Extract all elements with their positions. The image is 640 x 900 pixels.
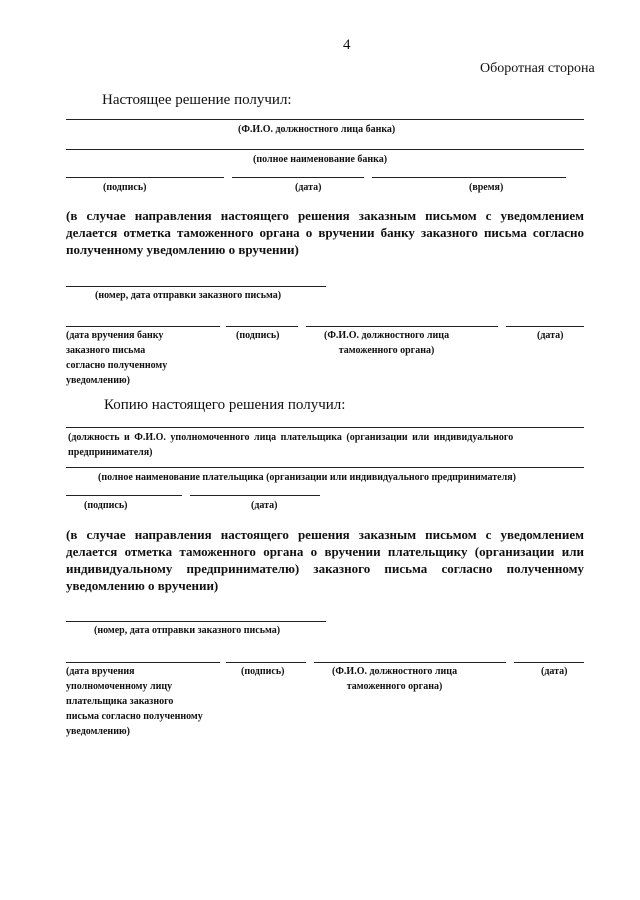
bank-name-caption: (полное наименование банка)	[253, 154, 388, 165]
receipt-date2-caption: (дата вручения уполномоченному лицу плательщика заказного письма согласно полученному уведомлению)	[66, 666, 203, 737]
bank-name-line	[66, 149, 584, 150]
payer-name-line	[66, 467, 584, 468]
date2-line	[506, 326, 584, 327]
mail-line	[66, 286, 326, 287]
date3-line	[190, 495, 320, 496]
customs-official-line	[306, 326, 498, 327]
signature4-line	[226, 662, 306, 663]
mail-caption: (номер, дата отправки заказного письма)	[95, 290, 282, 301]
page-side-label: Оборотная сторона	[480, 61, 595, 76]
receipt-date-line	[66, 326, 220, 327]
date4-line	[514, 662, 584, 663]
signature4-caption: (подпись)	[241, 666, 285, 677]
signature-caption: (подпись)	[103, 182, 147, 193]
signature3-line	[66, 495, 182, 496]
time-caption: (время)	[469, 182, 504, 193]
signature3-caption: (подпись)	[84, 500, 128, 511]
mail2-line	[66, 621, 326, 622]
page-number: 4	[343, 37, 351, 53]
section1-note: (в случае направления настоящего решения заказным письмом с уведомлением делается отметка таможенного органа о вручении банку заказного письма согласно полученному уведомлению о вручении)	[66, 208, 584, 257]
receipt-date2-line	[66, 662, 220, 663]
official-name-caption: (Ф.И.О. должностного лица банка)	[238, 124, 396, 135]
representative-caption: (должность и Ф.И.О. уполномоченного лица плательщика (организации или индивидуального предпринимателя)	[68, 432, 514, 458]
date3-caption: (дата)	[251, 500, 278, 511]
payer-name-caption: (полное наименование плательщика (организации или индивидуального предпринимателя)	[98, 472, 516, 483]
customs-official2-line	[314, 662, 506, 663]
signature-line	[66, 177, 224, 178]
customs-official2-caption: (Ф.И.О. должностного лица таможенного органа)	[332, 666, 458, 692]
customs-official-caption: (Ф.И.О. должностного лица таможенного органа)	[324, 330, 450, 356]
time-line	[372, 177, 566, 178]
section2-heading: Копию настоящего решения получил:	[104, 397, 346, 413]
signature2-line	[226, 326, 298, 327]
date2-caption: (дата)	[537, 330, 564, 341]
section1-heading: Настоящее решение получил:	[102, 92, 292, 108]
official-name-line	[66, 119, 584, 120]
receipt-date-caption: (дата вручения банку заказного письма согласно полученному уведомлению)	[66, 330, 168, 386]
date4-caption: (дата)	[541, 666, 568, 677]
date-line	[232, 177, 364, 178]
representative-line	[66, 427, 584, 428]
section2-note: (в случае направления настоящего решения заказным письмом с уведомлением делается отметка таможенного органа о вручении плательщику (организации или индивидуальному предпринимателю) заказного письма согласно полученному уведомлению о вручении)	[66, 527, 584, 593]
signature2-caption: (подпись)	[236, 330, 280, 341]
mail2-caption: (номер, дата отправки заказного письма)	[94, 625, 281, 636]
date-caption: (дата)	[295, 182, 322, 193]
